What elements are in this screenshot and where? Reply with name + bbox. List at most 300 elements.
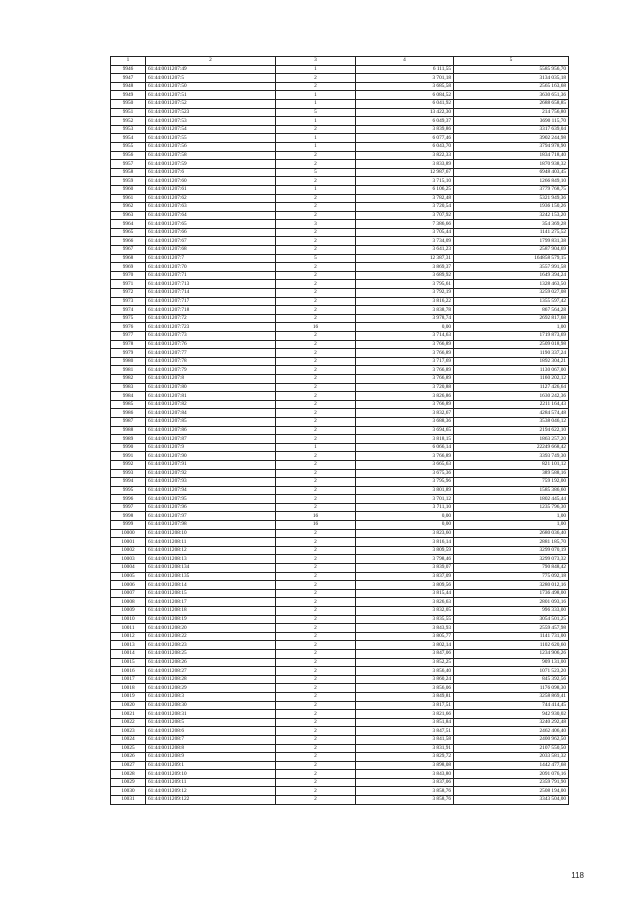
table-cell: 389 588,16 bbox=[454, 469, 569, 478]
table-cell: 2 bbox=[276, 572, 356, 581]
table-cell: 16 bbox=[276, 512, 356, 521]
table-cell: 10031 bbox=[111, 796, 146, 805]
table-cell: 3 833,89 bbox=[356, 160, 454, 169]
column-header: 1 bbox=[111, 57, 146, 66]
table-cell: 3242 153,20 bbox=[454, 211, 569, 220]
table-cell: 61:44:0011208:29 bbox=[146, 684, 276, 693]
table-cell: 1892 304,21 bbox=[454, 357, 569, 366]
table-cell: 3 795,96 bbox=[356, 478, 454, 487]
table-cell: 3 851,84 bbox=[356, 718, 454, 727]
table-cell: 3 720,54 bbox=[356, 203, 454, 212]
table-cell: 9964 bbox=[111, 220, 146, 229]
table-cell: 3 843,93 bbox=[356, 624, 454, 633]
table-cell: 1802 445,44 bbox=[454, 495, 569, 504]
table-cell: 61:44:0011207:62 bbox=[146, 194, 276, 203]
table-cell: 61:44:0011209:122 bbox=[146, 796, 276, 805]
table-cell: 3 858,76 bbox=[356, 787, 454, 796]
table-cell: 1 bbox=[276, 99, 356, 108]
table-cell: 2 bbox=[276, 486, 356, 495]
table-row bbox=[111, 598, 569, 607]
table-cell: 3 843,80 bbox=[356, 770, 454, 779]
table-cell: 3 823,60 bbox=[356, 529, 454, 538]
table-cell: 3 869,37 bbox=[356, 263, 454, 272]
table-cell: 61:44:0011207:713 bbox=[146, 280, 276, 289]
table-row bbox=[111, 409, 569, 418]
table-cell: 2 bbox=[276, 340, 356, 349]
table-cell: 1102 620,60 bbox=[454, 641, 569, 650]
table-cell: 2 bbox=[276, 332, 356, 341]
table-cell: 3 829,72 bbox=[356, 753, 454, 762]
table-cell: 2 bbox=[276, 314, 356, 323]
table-cell: 0,00 bbox=[356, 512, 454, 521]
table-cell: 3 839,86 bbox=[356, 125, 454, 134]
table-row bbox=[111, 254, 569, 263]
table-cell: 10013 bbox=[111, 641, 146, 650]
table-cell: 61:44:0011207:82 bbox=[146, 400, 276, 409]
table-cell: 3 715,10 bbox=[356, 177, 454, 186]
table-row bbox=[111, 271, 569, 280]
table-row bbox=[111, 314, 569, 323]
table-row bbox=[111, 753, 569, 762]
table-cell: 3 832,05 bbox=[356, 607, 454, 616]
table-cell: 6948 403,45 bbox=[454, 168, 569, 177]
table-row bbox=[111, 82, 569, 91]
table-cell: 1 bbox=[276, 185, 356, 194]
table-row bbox=[111, 684, 569, 693]
table-cell: 61:44:0011208:20 bbox=[146, 624, 276, 633]
table-cell: 3 809,59 bbox=[356, 546, 454, 555]
table-cell: 3 837,09 bbox=[356, 572, 454, 581]
table-row bbox=[111, 289, 569, 298]
table-row bbox=[111, 555, 569, 564]
table-row bbox=[111, 237, 569, 246]
table-cell: 2462 406,40 bbox=[454, 727, 569, 736]
table-cell: 10016 bbox=[111, 667, 146, 676]
table-cell: 3 817,51 bbox=[356, 701, 454, 710]
table-cell: 10005 bbox=[111, 572, 146, 581]
table-row bbox=[111, 160, 569, 169]
table-cell: 9956 bbox=[111, 151, 146, 160]
table-row bbox=[111, 357, 569, 366]
table-cell: 1328 463,50 bbox=[454, 280, 569, 289]
table-cell: 61:44:0011207:77 bbox=[146, 349, 276, 358]
table-cell: 1176 098,30 bbox=[454, 684, 569, 693]
table-cell: 61:44:0011208:134 bbox=[146, 564, 276, 573]
table-cell: 61:44:0011207:86 bbox=[146, 426, 276, 435]
table-cell: 9947 bbox=[111, 74, 146, 83]
table-cell: 9980 bbox=[111, 357, 146, 366]
table-cell: 61:44:0011208:7 bbox=[146, 735, 276, 744]
table-cell: 9998 bbox=[111, 512, 146, 521]
table-cell: 3 858,76 bbox=[356, 796, 454, 805]
table-cell: 2 bbox=[276, 366, 356, 375]
table-row bbox=[111, 417, 569, 426]
table-cell: 61:44:0011207:97 bbox=[146, 512, 276, 521]
table-cell: 61:44:0011208:22 bbox=[146, 632, 276, 641]
table-cell: 61:44:0011208:13 bbox=[146, 555, 276, 564]
table-cell: 2 bbox=[276, 581, 356, 590]
table-cell: 9975 bbox=[111, 314, 146, 323]
table-cell: 3 821,66 bbox=[356, 710, 454, 719]
table-cell: 3 822,33 bbox=[356, 151, 454, 160]
table-cell: 9958 bbox=[111, 168, 146, 177]
table-cell: 3 856,40 bbox=[356, 667, 454, 676]
table-cell: 1266 849,10 bbox=[454, 177, 569, 186]
table-cell: 775 092,18 bbox=[454, 572, 569, 581]
table-cell: 16 bbox=[276, 521, 356, 530]
table-cell: 3630 651,36 bbox=[454, 91, 569, 100]
table-cell: 61:44:0011207:95 bbox=[146, 495, 276, 504]
table-cell: 3 852,25 bbox=[356, 658, 454, 667]
table-cell: 10021 bbox=[111, 710, 146, 719]
table-cell: 6 066,14 bbox=[356, 443, 454, 452]
table-cell: 2 bbox=[276, 529, 356, 538]
table-row bbox=[111, 297, 569, 306]
table-cell: 10003 bbox=[111, 555, 146, 564]
table-cell: 10000 bbox=[111, 529, 146, 538]
table-cell: 1649 394,24 bbox=[454, 271, 569, 280]
table-cell: 2 bbox=[276, 374, 356, 383]
table-cell: 61:44:0011208:12 bbox=[146, 546, 276, 555]
table-cell: 1736 498,00 bbox=[454, 589, 569, 598]
table-row bbox=[111, 710, 569, 719]
table-row bbox=[111, 177, 569, 186]
table-cell: 9960 bbox=[111, 185, 146, 194]
table-row bbox=[111, 675, 569, 684]
table-cell: 61:44:0011208:17 bbox=[146, 598, 276, 607]
table-cell: 61:44:0011207:78 bbox=[146, 357, 276, 366]
table-cell: 3 801,89 bbox=[356, 486, 454, 495]
table-cell: 0,00 bbox=[356, 521, 454, 530]
table-cell: 2 bbox=[276, 125, 356, 134]
table-cell: 9962 bbox=[111, 203, 146, 212]
table-cell: 354 369,28 bbox=[454, 220, 569, 229]
table-row bbox=[111, 460, 569, 469]
table-cell: 9952 bbox=[111, 117, 146, 126]
table-cell: 744 414,45 bbox=[454, 701, 569, 710]
table-cell: 9988 bbox=[111, 426, 146, 435]
table-cell: 1799 831,38 bbox=[454, 237, 569, 246]
table-row bbox=[111, 125, 569, 134]
table-cell: 3 707,92 bbox=[356, 211, 454, 220]
table-cell: 61:44:0011207:523 bbox=[146, 108, 276, 117]
table-cell: 10014 bbox=[111, 649, 146, 658]
table-cell: 3 720,88 bbox=[356, 383, 454, 392]
table-cell: 2 bbox=[276, 151, 356, 160]
table-cell: 61:44:0011209:11 bbox=[146, 778, 276, 787]
table-cell: 61:44:0011207:5 bbox=[146, 74, 276, 83]
table-cell: 2 bbox=[276, 770, 356, 779]
table-cell: 9968 bbox=[111, 254, 146, 263]
table-cell: 2 bbox=[276, 589, 356, 598]
table-cell: 10010 bbox=[111, 615, 146, 624]
table-cell: 3 bbox=[276, 220, 356, 229]
table-cell: 3 792,19 bbox=[356, 289, 454, 298]
table-cell: 3 717,69 bbox=[356, 357, 454, 366]
table-cell: 3690 115,70 bbox=[454, 117, 569, 126]
table-cell: 1 bbox=[276, 117, 356, 126]
table-cell: 2 bbox=[276, 392, 356, 401]
table-cell: 2 bbox=[276, 503, 356, 512]
table-cell: 10007 bbox=[111, 589, 146, 598]
table-row bbox=[111, 374, 569, 383]
table-row bbox=[111, 185, 569, 194]
table-cell: 996 333,00 bbox=[454, 607, 569, 616]
table-cell: 2 bbox=[276, 667, 356, 676]
table-cell: 3 714,63 bbox=[356, 332, 454, 341]
table-cell: 3902 244,98 bbox=[454, 134, 569, 143]
table-cell: 2 bbox=[276, 177, 356, 186]
table-cell: 61:44:0011207:73 bbox=[146, 332, 276, 341]
table-cell: 2 bbox=[276, 469, 356, 478]
table-row bbox=[111, 581, 569, 590]
table-cell: 3 766,89 bbox=[356, 349, 454, 358]
table-cell: 2565 163,68 bbox=[454, 82, 569, 91]
table-cell: 10004 bbox=[111, 564, 146, 573]
table-cell: 821 101,12 bbox=[454, 460, 569, 469]
table-cell: 2 bbox=[276, 796, 356, 805]
table-cell: 61:44:0011207:85 bbox=[146, 417, 276, 426]
table-cell: 5321 949,36 bbox=[454, 194, 569, 203]
table-cell: 9967 bbox=[111, 246, 146, 255]
table-cell: 3 766,89 bbox=[356, 400, 454, 409]
table-cell: 1 bbox=[276, 142, 356, 151]
table-cell: 3 782,48 bbox=[356, 194, 454, 203]
table-cell: 61:44:0011207:84 bbox=[146, 409, 276, 418]
table-cell: 3299 073,32 bbox=[454, 555, 569, 564]
table-cell: 3 798,46 bbox=[356, 555, 454, 564]
table-cell: 10024 bbox=[111, 735, 146, 744]
column-header: 3 bbox=[276, 57, 356, 66]
table-cell: 3 826,86 bbox=[356, 392, 454, 401]
table-row bbox=[111, 74, 569, 83]
table-cell: 1 bbox=[276, 443, 356, 452]
table-cell: 3 805,77 bbox=[356, 632, 454, 641]
table-row bbox=[111, 469, 569, 478]
table-row bbox=[111, 778, 569, 787]
table-cell: 6 106,25 bbox=[356, 185, 454, 194]
table-row bbox=[111, 435, 569, 444]
table-cell: 3 689,92 bbox=[356, 271, 454, 280]
table-cell: 61:44:0011208:31 bbox=[146, 710, 276, 719]
table-cell: 10020 bbox=[111, 701, 146, 710]
table-cell: 2 bbox=[276, 495, 356, 504]
table-row bbox=[111, 211, 569, 220]
table-cell: 2107 550,50 bbox=[454, 744, 569, 753]
table-cell: 9963 bbox=[111, 211, 146, 220]
table-cell: 22249 668,42 bbox=[454, 443, 569, 452]
table-cell: 9981 bbox=[111, 366, 146, 375]
table-cell: 2 bbox=[276, 658, 356, 667]
table-cell: 10026 bbox=[111, 753, 146, 762]
table-cell: 10001 bbox=[111, 538, 146, 547]
table-cell: 2 bbox=[276, 735, 356, 744]
table-row bbox=[111, 228, 569, 237]
table-row bbox=[111, 667, 569, 676]
table-cell: 2 bbox=[276, 701, 356, 710]
table-cell: 61:44:0011208:18 bbox=[146, 607, 276, 616]
table-cell: 61:44:0011207:79 bbox=[146, 366, 276, 375]
table-cell: 61:44:0011208:11 bbox=[146, 538, 276, 547]
table-cell: 1160 202,12 bbox=[454, 374, 569, 383]
table-cell: 1234 906,26 bbox=[454, 649, 569, 658]
table-cell: 3 766,89 bbox=[356, 452, 454, 461]
table-cell: 2680 036,40 bbox=[454, 529, 569, 538]
table-cell: 2 bbox=[276, 632, 356, 641]
table-cell: 3258 869,41 bbox=[454, 692, 569, 701]
table-cell: 2359 791,90 bbox=[454, 778, 569, 787]
table-cell: 3 701,12 bbox=[356, 495, 454, 504]
table-cell: 3259 027,08 bbox=[454, 289, 569, 298]
table-cell: 9946 bbox=[111, 65, 146, 74]
column-header: 4 bbox=[356, 57, 454, 66]
table-cell: 0,00 bbox=[356, 323, 454, 332]
table-cell: 61:44:0011207:63 bbox=[146, 203, 276, 212]
table-cell: 2 bbox=[276, 417, 356, 426]
table-cell: 61:44:0011207:54 bbox=[146, 125, 276, 134]
table-cell: 9985 bbox=[111, 400, 146, 409]
table-row bbox=[111, 512, 569, 521]
table-cell: 9949 bbox=[111, 91, 146, 100]
table-cell: 9954 bbox=[111, 134, 146, 143]
table-cell: 790 848,42 bbox=[454, 564, 569, 573]
table-cell: 9979 bbox=[111, 349, 146, 358]
table-cell: 3240 292,48 bbox=[454, 718, 569, 727]
table-cell: 9965 bbox=[111, 228, 146, 237]
table-cell: 9959 bbox=[111, 177, 146, 186]
table-row bbox=[111, 615, 569, 624]
table-cell: 1870 938,32 bbox=[454, 160, 569, 169]
table-cell: 61:44:0011207:55 bbox=[146, 134, 276, 143]
table-cell: 61:44:0011207:91 bbox=[146, 460, 276, 469]
table-row bbox=[111, 770, 569, 779]
table-cell: 2 bbox=[276, 297, 356, 306]
table-cell: 61:44:0011208:23 bbox=[146, 641, 276, 650]
table-cell: 61:44:0011208:8 bbox=[146, 744, 276, 753]
table-cell: 1141 275,52 bbox=[454, 228, 569, 237]
table-cell: 9978 bbox=[111, 340, 146, 349]
table-row bbox=[111, 366, 569, 375]
table-cell: 3 711,10 bbox=[356, 503, 454, 512]
table-row bbox=[111, 203, 569, 212]
table-cell: 5 bbox=[276, 108, 356, 117]
table-cell: 61:44:0011208:3 bbox=[146, 692, 276, 701]
table-row bbox=[111, 323, 569, 332]
table-cell: 6 049,37 bbox=[356, 117, 454, 126]
table-row bbox=[111, 142, 569, 151]
table-row bbox=[111, 246, 569, 255]
table-cell: 1 bbox=[276, 91, 356, 100]
table-cell: 1442 477,68 bbox=[454, 761, 569, 770]
table-cell: 9969 bbox=[111, 263, 146, 272]
table-row bbox=[111, 572, 569, 581]
table-cell: 2688 658,85 bbox=[454, 99, 569, 108]
table-cell: 61:44:0011207:723 bbox=[146, 323, 276, 332]
table-cell: 61:44:0011208:5 bbox=[146, 718, 276, 727]
table-cell: 3343 504,00 bbox=[454, 796, 569, 805]
table-cell: 2091 076,16 bbox=[454, 770, 569, 779]
table-row bbox=[111, 383, 569, 392]
table-cell: 2 bbox=[276, 684, 356, 693]
table-cell: 61:44:0011207:718 bbox=[146, 306, 276, 315]
table-row bbox=[111, 452, 569, 461]
table-row bbox=[111, 546, 569, 555]
table-cell: 61:44:0011207:61 bbox=[146, 185, 276, 194]
table-cell: 3 816,22 bbox=[356, 297, 454, 306]
table-cell: 2 bbox=[276, 452, 356, 461]
table-cell: 9977 bbox=[111, 332, 146, 341]
table-cell: 2801 093,16 bbox=[454, 598, 569, 607]
table-cell: 61:44:0011207:59 bbox=[146, 160, 276, 169]
table-cell: 61:44:0011208:28 bbox=[146, 675, 276, 684]
table-row bbox=[111, 91, 569, 100]
table-cell: 2 bbox=[276, 349, 356, 358]
table-cell: 2 bbox=[276, 564, 356, 573]
table-body bbox=[111, 65, 569, 804]
table-row bbox=[111, 624, 569, 633]
table-cell: 10012 bbox=[111, 632, 146, 641]
table-cell: 9953 bbox=[111, 125, 146, 134]
table-cell: 9992 bbox=[111, 460, 146, 469]
table-cell: 2508 194,00 bbox=[454, 787, 569, 796]
table-row bbox=[111, 495, 569, 504]
table-cell: 61:44:0011207:52 bbox=[146, 99, 276, 108]
table-cell: 61:44:0011207:94 bbox=[146, 486, 276, 495]
table-cell: 1071 523,20 bbox=[454, 667, 569, 676]
table-cell: 61:44:0011207:9 bbox=[146, 443, 276, 452]
table-cell: 2033 581,32 bbox=[454, 753, 569, 762]
table-cell: 2 bbox=[276, 82, 356, 91]
table-cell: 61:44:0011209:12 bbox=[146, 787, 276, 796]
table-cell: 61:44:0011207:51 bbox=[146, 91, 276, 100]
table-row bbox=[111, 607, 569, 616]
table-cell: 6 111,55 bbox=[356, 65, 454, 74]
table-cell: 2 bbox=[276, 727, 356, 736]
table-row bbox=[111, 151, 569, 160]
table-row bbox=[111, 194, 569, 203]
table-cell: 13 422,30 bbox=[356, 108, 454, 117]
table-cell: 5 bbox=[276, 254, 356, 263]
table-cell: 3 701,18 bbox=[356, 74, 454, 83]
table-cell: 9993 bbox=[111, 469, 146, 478]
table-cell: 61:44:0011208:10 bbox=[146, 529, 276, 538]
table-header bbox=[111, 57, 569, 66]
table-cell: 61:44:0011208:14 bbox=[146, 581, 276, 590]
table-cell: 1863 257,20 bbox=[454, 435, 569, 444]
table-cell: 2559 457,98 bbox=[454, 624, 569, 633]
table-cell: 3 831,91 bbox=[356, 744, 454, 753]
table-cell: 3 641,23 bbox=[356, 246, 454, 255]
header-row bbox=[111, 57, 569, 66]
table-cell: 61:44:0011208:30 bbox=[146, 701, 276, 710]
table-cell: 2 bbox=[276, 598, 356, 607]
table-cell: 61:44:0011209:1 bbox=[146, 761, 276, 770]
table-row bbox=[111, 727, 569, 736]
table-cell: 3134 035,18 bbox=[454, 74, 569, 83]
table-cell: 3 688,36 bbox=[356, 417, 454, 426]
table-cell: 61:44:0011207:87 bbox=[146, 435, 276, 444]
table-cell: 9999 bbox=[111, 521, 146, 530]
table-cell: 9961 bbox=[111, 194, 146, 203]
table-cell: 214 756,80 bbox=[454, 108, 569, 117]
table-cell: 2 bbox=[276, 546, 356, 555]
table-cell: 2 bbox=[276, 409, 356, 418]
table-cell: 2 bbox=[276, 460, 356, 469]
table-cell: 2 bbox=[276, 555, 356, 564]
table-cell: 9997 bbox=[111, 503, 146, 512]
table-cell: 9983 bbox=[111, 383, 146, 392]
table-cell: 2 bbox=[276, 435, 356, 444]
